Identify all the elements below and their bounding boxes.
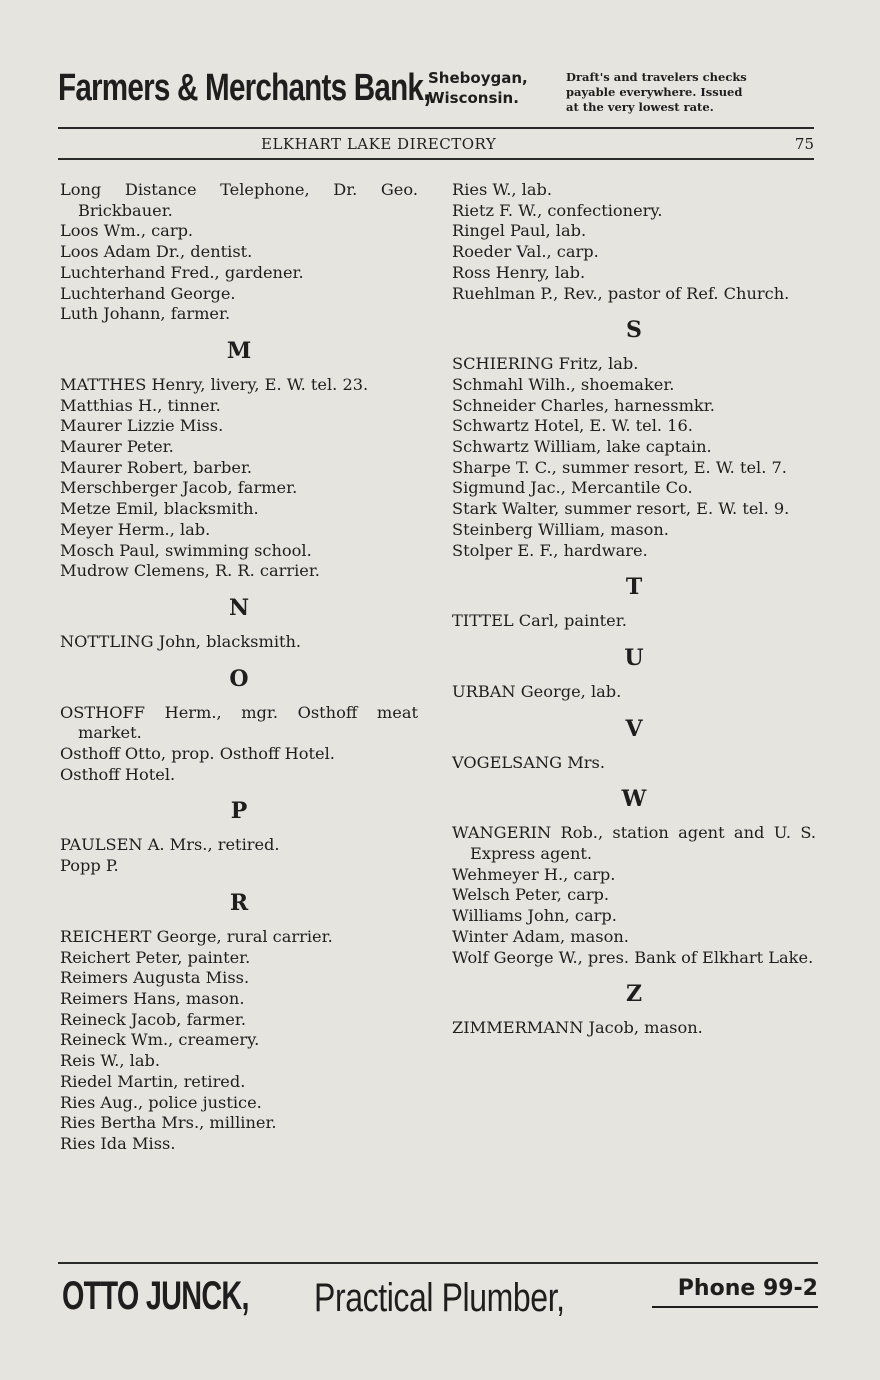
directory-entry: Matthias H., tinner. — [60, 395, 221, 415]
tagline-line: Draft's and travelers checks — [566, 70, 747, 84]
directory-entry: Maurer Robert, barber. — [60, 457, 253, 477]
directory-entry: Sigmund Jac., Mercantile Co. — [452, 478, 693, 498]
directory-entry: Reimers Hans, mason. — [60, 988, 245, 1008]
directory-entry: Rietz F. W., confectionery. — [452, 200, 663, 220]
directory-entry: Schmahl Wilh., shoemaker. — [452, 374, 675, 394]
directory-entry: REICHERT George, rural carrier. — [60, 926, 333, 946]
directory-entry: Maurer Lizzie Miss. — [60, 416, 224, 436]
directory-entry: Stolper E. F., hardware. — [452, 540, 648, 560]
directory-entry: Ries Aug., police justice. — [60, 1092, 262, 1112]
directory-entry: Maurer Peter. — [60, 437, 174, 457]
directory-entry: Popp P. — [60, 856, 119, 876]
directory-entry: PAULSEN A. Mrs., retired. — [60, 835, 280, 855]
directory-entry: Steinberg William, mason. — [452, 519, 669, 539]
section-letter: Z — [625, 981, 643, 1008]
directory-entry: Winter Adam, mason. — [452, 926, 629, 946]
directory-entry: Osthoff Hotel. — [60, 764, 176, 784]
footer-rule — [58, 1262, 818, 1264]
directory-entry: Welsch Peter, carp. — [452, 885, 610, 905]
directory-entry: Roeder Val., carp. — [452, 242, 599, 262]
right-column — [452, 180, 816, 1039]
directory-entry: Ries Ida Miss. — [60, 1133, 176, 1153]
directory-entry: URBAN George, lab. — [452, 681, 622, 701]
directory-entry: Ross Henry, lab. — [452, 262, 586, 282]
directory-entry: NOTTLING John, blacksmith. — [60, 631, 302, 651]
directory-entry: Merschberger Jacob, farmer. — [60, 478, 298, 498]
section-letter: W — [621, 786, 647, 813]
running-title: ELKHART LAKE DIRECTORY — [261, 135, 497, 153]
directory-entry: Ruehlman P., Rev., pastor of Ref. Church. — [452, 283, 790, 303]
header-rule — [58, 127, 814, 129]
directory-entry: Schneider Charles, harnessmkr. — [452, 395, 715, 415]
advertiser-phone: Phone 99-2 — [677, 1276, 818, 1301]
directory-entry: Williams John, carp. — [452, 906, 617, 926]
directory-entry: Reineck Jacob, farmer. — [60, 1009, 246, 1029]
directory-entry: Loos Adam Dr., dentist. — [60, 242, 253, 262]
bank-name: Farmers & Merchants Bank, — [58, 67, 431, 109]
directory-entry: OSTHOFF Herm., mgr. Osthoff meat market. — [60, 702, 418, 743]
directory-entry: Metze Emil, blacksmith. — [60, 499, 259, 519]
directory-entry: ZIMMERMANN Jacob, mason. — [452, 1018, 703, 1038]
advertiser-name: OTTO JUNCK, — [62, 1274, 249, 1318]
directory-entry: Mudrow Clemens, R. R. carrier. — [60, 561, 320, 581]
directory-entry: Reichert Peter, painter. — [60, 947, 251, 967]
directory-entry: Meyer Herm., lab. — [60, 519, 211, 539]
bank-location — [428, 68, 528, 108]
directory-entry: Ringel Paul, lab. — [452, 221, 587, 241]
running-head-rule — [58, 158, 814, 160]
directory-entry: Ries W., lab. — [452, 180, 552, 199]
directory-entry: Wehmeyer H., carp. — [452, 864, 616, 884]
advertiser-trade: Practical Plumber, — [314, 1276, 565, 1320]
directory-entry: TITTEL Carl, painter. — [452, 611, 627, 631]
directory-entry: Long Distance Telephone, Dr. Geo. Brickbauer. — [60, 180, 418, 220]
bank-state: Wisconsin. — [428, 89, 519, 107]
section-letter: V — [625, 715, 643, 742]
plumber-advertisement — [62, 1272, 818, 1326]
tagline-line: payable everywhere. Issued — [566, 85, 743, 99]
section-letter: U — [624, 644, 644, 671]
tagline-line: at the very lowest rate. — [566, 100, 714, 114]
directory-entry: Riedel Martin, retired. — [60, 1071, 246, 1091]
directory-entry: Osthoff Otto, prop. Osthoff Hotel. — [60, 744, 335, 764]
directory-entry: Ries Bertha Mrs., milliner. — [60, 1113, 277, 1133]
section-letter: M — [226, 337, 252, 364]
directory-entry: Wolf George W., pres. Bank of Elkhart Lake. — [452, 947, 814, 967]
directory-entry: Sharpe T. C., summer resort, E. W. tel. 7. — [452, 457, 787, 477]
left-column — [60, 180, 418, 1155]
directory-entry: Luchterhand George. — [60, 283, 236, 303]
directory-entry: Mosch Paul, swimming school. — [60, 540, 312, 560]
bank-advertisement — [58, 66, 814, 116]
section-letter: N — [228, 594, 250, 621]
directory-entry: SCHIERING Fritz, lab. — [452, 354, 639, 374]
section-letter: T — [625, 574, 643, 601]
directory-entry: WANGERIN Rob., station agent and U. S. Express agent. — [452, 823, 816, 864]
directory-entry: Reis W., lab. — [60, 1051, 160, 1071]
section-letter: O — [229, 665, 249, 692]
directory-entry: Stark Walter, summer resort, E. W. tel. 9. — [452, 499, 790, 519]
bank-city: Sheboygan, — [428, 69, 528, 87]
page-number: 75 — [794, 135, 814, 153]
directory-entry: Reimers Augusta Miss. — [60, 968, 250, 988]
directory-entry: MATTHES Henry, livery, E. W. tel. 23. — [60, 374, 369, 394]
directory-entry: Schwartz William, lake captain. — [452, 437, 712, 457]
directory-entry: Loos Wm., carp. — [60, 221, 194, 241]
section-letter: S — [626, 317, 642, 344]
section-letter: R — [229, 889, 249, 916]
directory-entry: Reineck Wm., creamery. — [60, 1030, 260, 1050]
directory-entry: Schwartz Hotel, E. W. tel. 16. — [452, 416, 693, 436]
section-letter: P — [230, 798, 248, 825]
directory-entry: VOGELSANG Mrs. — [452, 752, 605, 772]
directory-entry: Luth Johann, farmer. — [60, 304, 231, 324]
phone-underline — [652, 1306, 818, 1308]
directory-entry: Luchterhand Fred., gardener. — [60, 262, 304, 282]
bank-tagline — [566, 70, 747, 115]
running-head — [58, 133, 814, 155]
